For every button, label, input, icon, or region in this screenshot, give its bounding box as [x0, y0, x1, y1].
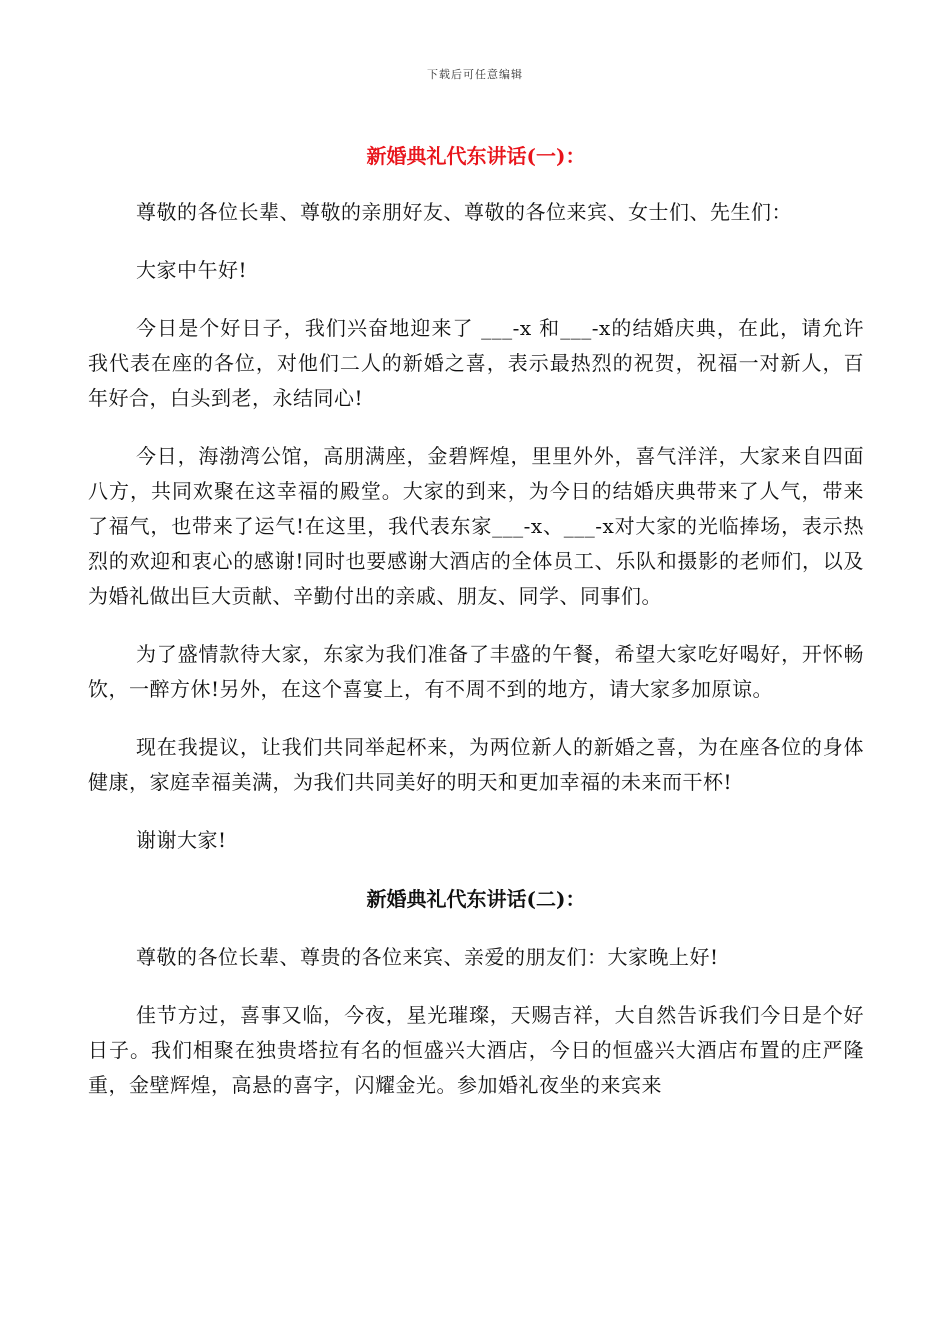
section1-paragraph: 今日是个好日子，我们兴奋地迎来了 ___-x 和___-x的结婚庆典，在此，请允许我代表在座的各位，对他们二人的新婚之喜，表示最热烈的祝贺，祝福一对新人，百年好合，白头到老，永结同心!	[88, 316, 864, 410]
section2-greeting: 尊敬的各位长辈、尊贵的各位来宾、亲爱的朋友们：大家晚上好!	[136, 945, 719, 969]
section2-title: 新婚典礼代东讲话(二)：	[366, 887, 586, 911]
section1-title: 新婚典礼代东讲话(一)：	[366, 144, 586, 168]
header-note: 下载后可任意编辑	[427, 68, 523, 81]
section2-paragraph: 佳节方过，喜事又临，今夜，星光璀璨，天赐吉祥，大自然告诉我们今日是个好日子。我们相聚在独贵塔拉有名的恒盛兴大酒店，今日的恒盛兴大酒店布置的庄严隆重，金壁辉煌，高悬的喜字，闪耀金光。参加婚礼夜坐的来宾来	[88, 1003, 864, 1097]
section1-thanks: 谢谢大家!	[136, 828, 227, 852]
document-body	[88, 138, 864, 1103]
section1-paragraph: 为了盛情款待大家，东家为我们准备了丰盛的午餐，希望大家吃好喝好，开怀畅饮，一醉方休!另外，在这个喜宴上，有不周不到的地方，请大家多加原谅。	[88, 642, 864, 701]
section1-paragraph: 现在我提议，让我们共同举起杯来，为两位新人的新婚之喜，为在座各位的身体健康，家庭幸福美满，为我们共同美好的明天和更加幸福的未来而干杯!	[88, 735, 864, 794]
section1-greeting: 尊敬的各位长辈、尊敬的亲朋好友、尊敬的各位来宾、女士们、先生们：	[136, 200, 792, 224]
section1-hello: 大家中午好!	[136, 258, 248, 282]
section1-paragraph: 今日，海渤湾公馆，高朋满座，金碧辉煌，里里外外，喜气洋洋，大家来自四面八方，共同欢聚在这幸福的殿堂。大家的到来，为今日的结婚庆典带来了人气，带来了福气，也带来了运气!在这里，我代表东家___-x、___-x对大家的光临捧场，表示热烈的欢迎和衷心的感谢!同时也要感谢大酒店的全体员工、乐队和摄影的老师们，以及为婚礼做出巨大贡献、辛勤付出的亲戚、朋友、同学、同事们。	[88, 444, 864, 608]
